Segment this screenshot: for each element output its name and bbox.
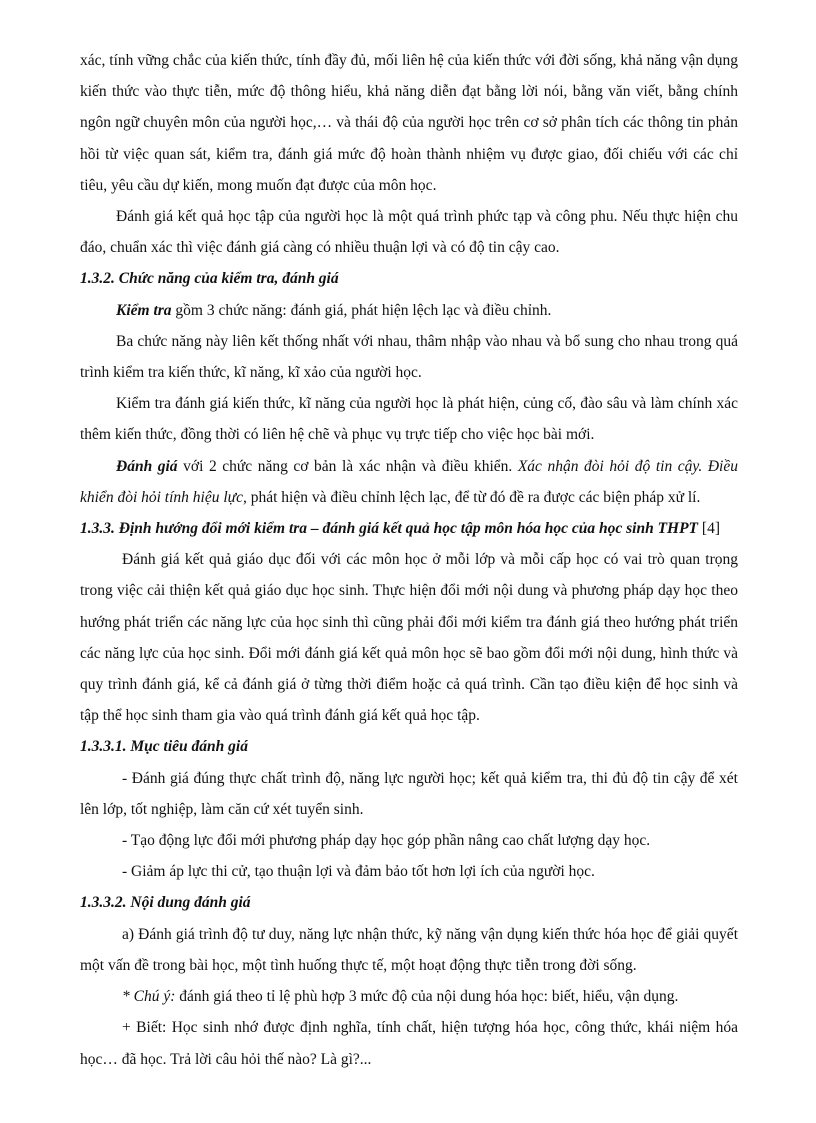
note-paragraph bbox=[80, 981, 738, 1012]
paragraph-kiem-tra-danh-gia: Kiểm tra đánh giá kiến thức, kĩ năng của người học là phát hiện, củng cố, đào sâu và làm chính xác thêm kiến thức, đồng thời có liên hệ chẽ và phục vụ trực tiếp cho việc học bài mới. bbox=[80, 395, 738, 444]
danh-gia-text: với 2 chức năng cơ bản là xác nhận và điều khiển. bbox=[177, 457, 518, 475]
paragraph-intro: xác, tính vững chắc của kiến thức, tính đầy đủ, mối liên hệ của kiến thức với đời sống, khả năng vận dụng kiến thức vào thực tiễn, mức độ thông hiểu, khả năng diễn đạt bằng lời nói, bằng văn viết, bằng chính ngôn ngữ chuyên môn của người học,… và thái độ của người học trên cơ sở phân tích các thông tin phản hồi từ việc quan sát, kiểm tra, đánh giá mức độ hoàn thành nhiệm vụ được giao, đối chiếu với các chỉ tiêu, yêu cầu dự kiến, mong muốn đạt được của môn học. bbox=[80, 52, 738, 194]
paragraph-assessment: Đánh giá kết quả học tập của người học là một quá trình phức tạp và công phu. Nếu thực hiện chu đáo, chuẩn xác thì việc đánh giá càng có nhiều thuận lợi và có độ tin cậy cao. bbox=[80, 208, 738, 257]
goal-item-3: - Giảm áp lực thi cử, tạo thuận lợi và đảm bảo tốt hơn lợi ích của người học. bbox=[122, 863, 595, 881]
heading-1-3-3-block bbox=[80, 513, 738, 544]
paragraph-kiem-tra bbox=[80, 295, 738, 326]
danh-gia-italic: Xác nhận đòi hỏi độ tin cậy. Điều khiển đòi hỏi tính hiệu lực, bbox=[80, 457, 738, 506]
paragraph-three-functions: Ba chức năng này liên kết thống nhất với nhau, thâm nhập vào nhau và bổ sung cho nhau trong quá trình kiểm tra kiến thức, kĩ năng, kĩ xảo của người học. bbox=[80, 332, 738, 382]
kiem-tra-text: gồm 3 chức năng: đánh giá, phát hiện lệch lạc và điều chỉnh. bbox=[171, 301, 552, 319]
heading-1-3-3: 1.3.3. Định hướng đổi mới kiểm tra – đánh giá kết quả học tập môn hóa học của học sinh THPT bbox=[80, 520, 699, 538]
content-item-a: a) Đánh giá trình độ tư duy, năng lực nhận thức, kỹ năng vận dụng kiến thức hóa học để giải quyết một vấn đề trong bài học, một tình huống thực tế, một hoạt động thực tiễn trong đời sống. bbox=[80, 925, 738, 974]
term-kiem-tra: Kiểm tra bbox=[116, 301, 172, 319]
goal-item-2: - Tạo động lực đổi mới phương pháp dạy học góp phần nâng cao chất lượng dạy học. bbox=[122, 832, 651, 850]
level-biet: + Biết: Học sinh nhớ được định nghĩa, tính chất, hiện tượng hóa học, công thức, khái niệm hóa học… đã học. Trả lời câu hỏi thế nào? Là gì?... bbox=[80, 1019, 738, 1068]
heading-1-3-2: 1.3.2. Chức năng của kiểm tra, đánh giá bbox=[80, 270, 339, 288]
paragraph-reform: Đánh giá kết quả giáo dục đối với các môn học ở mỗi lớp và mỗi cấp học có vai trò quan trọng trong việc cải thiện kết quả giáo dục học sinh. Thực hiện đổi mới nội dung và phương pháp dạy học theo hướng phát triển các năng lực của học sinh thì cũng phải đổi mới kiểm tra đánh giá theo hướng phát triển các năng lực của học sinh. Đổi mới đánh giá kết quả môn học sẽ bao gồm đổi mới nội dung, hình thức và quy trình đánh giá, kể cả đánh giá ở từng thời điểm hoặc cả quá trình. Cần tạo điều kiện để học sinh và tập thể học sinh tham gia vào quá trình đánh giá kết quả học tập. bbox=[80, 551, 738, 725]
heading-1-3-3-2: 1.3.3.2. Nội dung đánh giá bbox=[80, 894, 251, 912]
heading-1-3-3-1: 1.3.3.1. Mục tiêu đánh giá bbox=[80, 738, 248, 756]
term-danh-gia: Đánh giá bbox=[116, 457, 178, 475]
note-label: * Chú ý: bbox=[122, 988, 176, 1006]
goal-item-1: - Đánh giá đúng thực chất trình độ, năng lực người học; kết quả kiểm tra, thi đủ độ tin cậy để xét lên lớp, tốt nghiệp, làm căn cứ xét tuyển sinh. bbox=[80, 769, 738, 818]
paragraph-danh-gia bbox=[80, 451, 738, 513]
note-text: đánh giá theo tỉ lệ phù hợp 3 mức độ của nội dung hóa học: biết, hiểu, vận dụng. bbox=[175, 988, 679, 1006]
document-page bbox=[80, 45, 738, 1075]
danh-gia-end: phát hiện và điều chỉnh lệch lạc, để từ đó đề ra được các biện pháp xử lí. bbox=[246, 488, 701, 506]
heading-1-3-3-reference: [4] bbox=[698, 520, 720, 538]
